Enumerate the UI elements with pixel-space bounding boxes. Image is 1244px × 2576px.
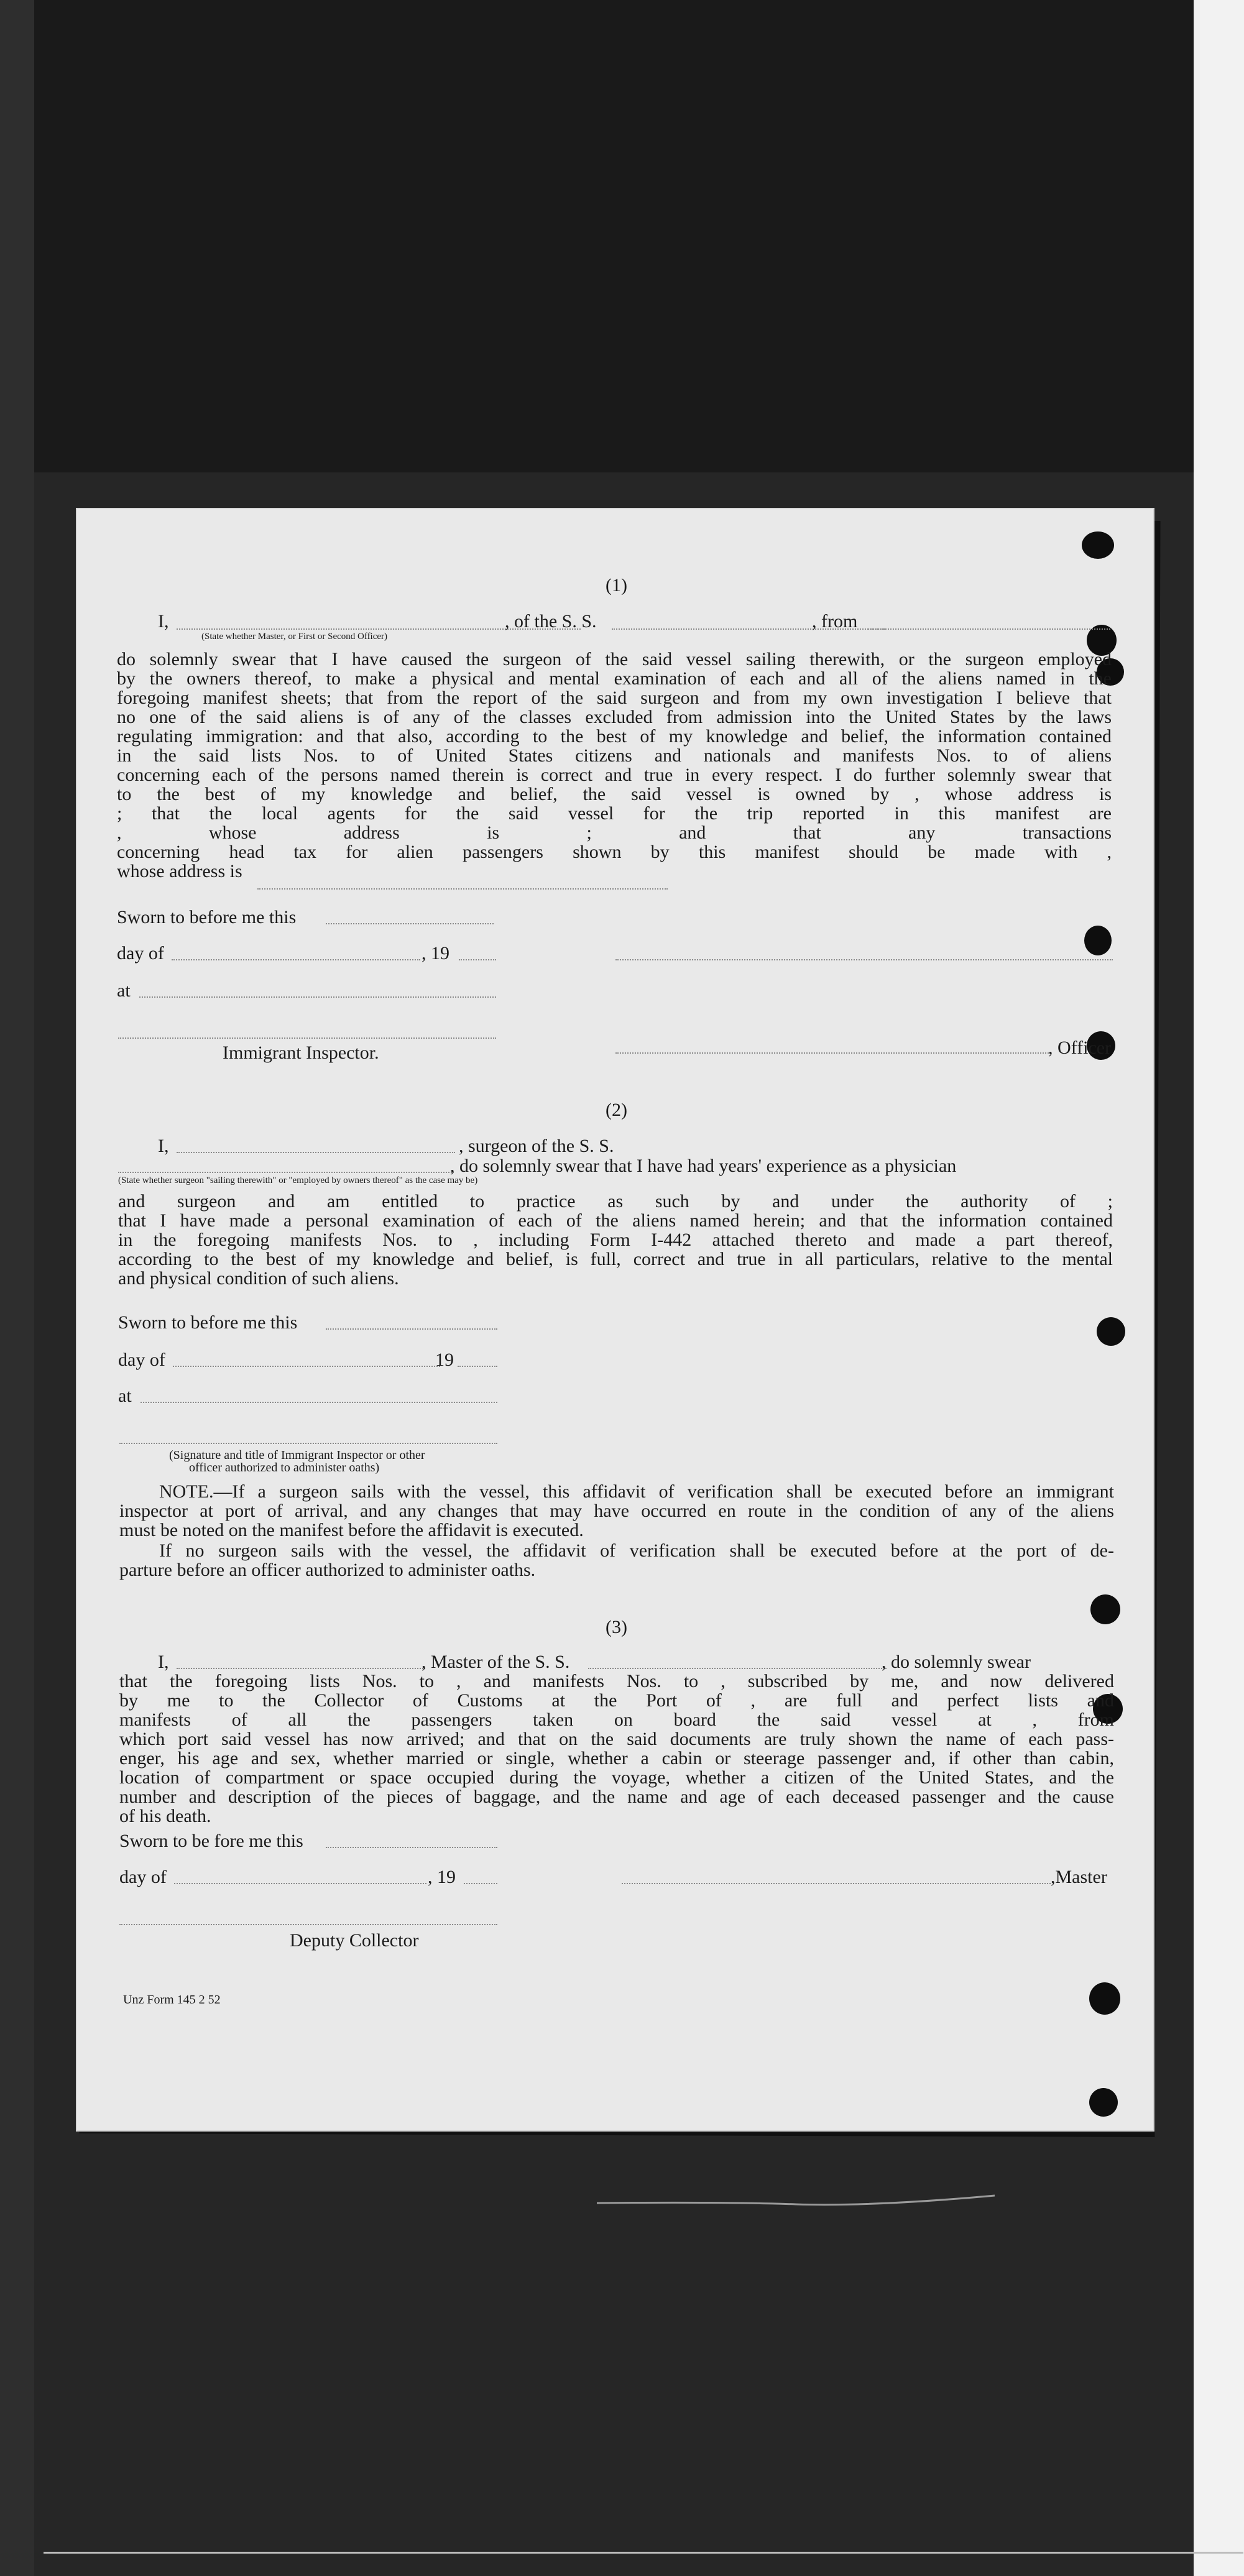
surgeon-note: (State whether surgeon "sailing therewith" or "employed by owners thereof" as the case may be) [118, 1175, 478, 1185]
surgeon-name-field[interactable] [177, 1152, 455, 1153]
section3-year: , 19 [428, 1867, 456, 1887]
section1-vessel-label: , of the S. S. [505, 611, 597, 632]
section3-number: (3) [606, 1617, 627, 1637]
section1-at-field[interactable] [139, 996, 496, 998]
note-paragraph-2: If no surgeon sails with the vessel, the affidavit of verification shall be executed before at the port of de- parture before an officer authorized to administer oaths. [119, 1540, 1114, 1580]
deputy-collector-label: Deputy Collector [290, 1930, 419, 1951]
section3-day-of: day of [119, 1867, 167, 1887]
from-port-field[interactable] [868, 628, 1110, 630]
section3-sworn: Sworn to be fore me this [119, 1831, 303, 1851]
master-label: ,Master [1051, 1867, 1107, 1887]
section2-at: at [118, 1386, 132, 1406]
section2-signature-field[interactable] [119, 1443, 497, 1444]
officer-title-field[interactable] [615, 1052, 1051, 1054]
section2-surgeon-label: , surgeon of the S. S. [459, 1136, 614, 1156]
inspector-signature-field[interactable] [118, 1037, 496, 1039]
section3-year-field[interactable] [464, 1883, 497, 1884]
section3-master-label: , Master of the S. S. [422, 1652, 570, 1672]
transactions-address-field[interactable] [257, 888, 668, 890]
section3-swear-label: , do solemnly swear [882, 1652, 1031, 1672]
master-signature-field[interactable] [622, 1883, 1051, 1884]
signature-note-2: officer authorized to administer oaths) [189, 1461, 380, 1474]
section2-day-of: day of [118, 1350, 165, 1370]
section1-year: , 19 [422, 943, 449, 964]
section3-i: I, [158, 1652, 169, 1672]
section3-day-field[interactable] [174, 1883, 426, 1884]
section1-number: (1) [606, 575, 627, 596]
section3-vessel-field[interactable] [588, 1668, 887, 1669]
officer-note: (State whether Master, or First or Second Officer) [201, 632, 388, 642]
signature-note-1: (Signature and title of Immigrant Inspector or other [169, 1448, 425, 1462]
section1-year-field[interactable] [459, 959, 496, 960]
punch-hole [1089, 2088, 1118, 2117]
punch-hole [1082, 531, 1114, 559]
section2-year: 19 [435, 1350, 454, 1370]
section2-year-field[interactable] [458, 1366, 497, 1367]
section1-at: at [117, 980, 131, 1001]
section1-paragraph: do solemnly swear that I have caused the surgeon of the said vessel sailing therewith, or the surgeon employed by the owners thereof, to make a physical and mental examination of each and all of the aliens named in the foregoing manifest sheets; that from the report of the said surgeon and from my own investigation I believe that no one of the said aliens is of any of the classes excluded from admission into the United States by the laws regulating immigration: and that also, according to the best of my knowledge and belief, the information contained in the said lists Nos. to of United States citizens and nationals and manifests Nos. to of aliens concerning each of the persons named therein is correct and true in every respect. I do further solemnly swear that to the best of my knowledge and belief, the said vessel is owned by , whose address is ; that the local agents for the said vessel for the trip reported in this manifest are , whose address is ; and that any transactions concerning head tax for alien passengers shown by this manifest should be made with , whose address is [117, 649, 1112, 881]
section1-sworn: Sworn to before me this [117, 907, 297, 927]
section2-i: I, [158, 1136, 169, 1156]
section2-at-field[interactable] [141, 1402, 497, 1403]
scan-background-left [0, 0, 34, 2576]
officer-label: , Officer [1048, 1037, 1112, 1058]
scan-edge-line [44, 2552, 1243, 2554]
section1-day-field[interactable] [172, 959, 420, 960]
master-name-field[interactable] [177, 1668, 425, 1669]
section1-day-of: day of [117, 943, 164, 964]
punch-hole [1097, 1317, 1125, 1346]
scan-background-top [0, 0, 1194, 472]
section2-day-field[interactable] [173, 1366, 440, 1367]
section2-sworn: Sworn to before me this [118, 1312, 298, 1333]
form-page [76, 508, 1154, 2132]
punch-hole [1089, 1982, 1120, 2015]
loose-fiber [597, 2194, 995, 2219]
section1-i: I, [158, 611, 169, 632]
section2-sworn-field[interactable] [326, 1328, 497, 1330]
section2-line2: , do solemnly swear that I have had years' experience as a physician [450, 1156, 957, 1176]
section3-paragraph: that the foregoing lists Nos. to , and manifests Nos. to , subscribed by me, and now delivered by me to the Collector of Customs at the Port of , are full and perfect lists and manifests of all the passengers taken on board the said vessel at , from which port said vessel has now arrived; and that on the said documents are truly shown the name of each pass- enger, his age and sex, whether married or single, whether a cabin or steerage passenger and, if other than cabin, location of compartment or space occupied during the voyage, whether a citizen of the United States, and the number and description of the pieces of baggage, and the name and age of each deceased passenger and the cause of his death. [119, 1671, 1114, 1826]
form-number: Unz Form 145 2 52 [123, 1993, 221, 2007]
section1-sworn-field[interactable] [326, 923, 494, 924]
deputy-signature-field[interactable] [119, 1924, 497, 1925]
scan-margin-right [1194, 0, 1244, 2576]
section2-paragraph: and surgeon and am entitled to practice as such by and under the authority of ; that I have made a personal examination of each of the aliens named herein; and that the information contained in the foregoing manifests Nos. to , including Form I-442 attached thereto and made a part thereof, according to the best of my knowledge and belief, is full, correct and true in all particulars, relative to the mental and physical condition of such aliens. [118, 1191, 1113, 1289]
punch-hole [1084, 926, 1112, 955]
immigrant-inspector-label: Immigrant Inspector. [223, 1042, 379, 1063]
officer-signature-field[interactable] [615, 959, 1113, 960]
note-paragraph: NOTE.—If a surgeon sails with the vessel, this affidavit of verification shall be executed before an immigrant inspector at port of arrival, and any changes that may have occurred en route in the condition of any of the aliens must be noted on the manifest before the affidavit is executed. [119, 1481, 1114, 1540]
surgeon-type-field[interactable] [118, 1172, 454, 1173]
section2-number: (2) [606, 1100, 627, 1120]
section3-sworn-field[interactable] [326, 1847, 497, 1848]
section1-from-label: , from [812, 611, 858, 632]
